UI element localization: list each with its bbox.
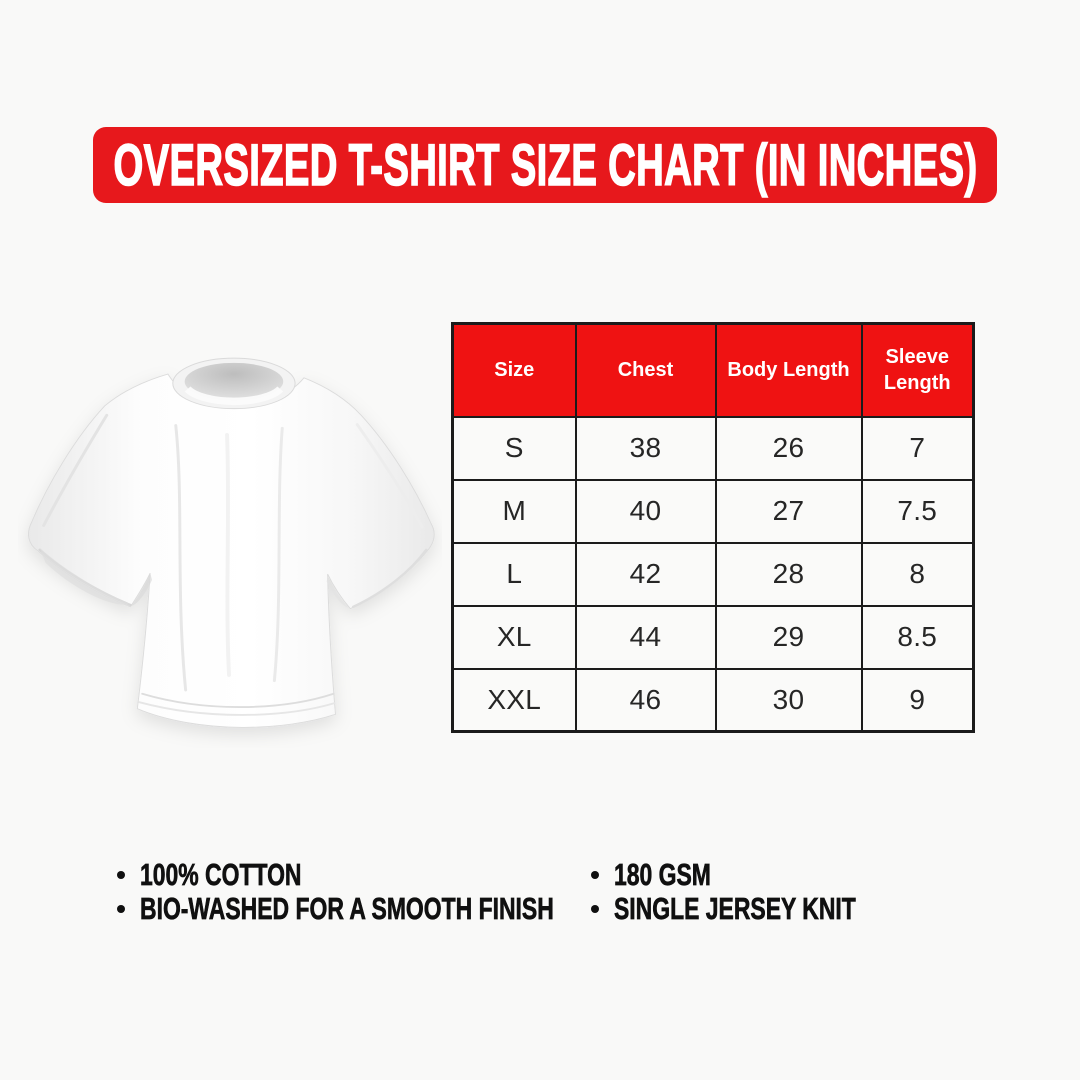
header-cell-body-length: Body Length [716, 324, 862, 417]
table-row [453, 480, 974, 543]
tshirt-illustration [18, 346, 442, 748]
table-row [453, 417, 974, 480]
size-chart-table [451, 322, 975, 733]
table-cell: 29 [716, 606, 862, 669]
header-cell-sleeve-length: Sleeve Length [862, 324, 974, 417]
feature-label: BIO-WASHED FOR A SMOOTH FINISH [140, 891, 554, 926]
table-cell: 7 [862, 417, 974, 480]
feature-label: SINGLE JERSEY KNIT [614, 891, 856, 926]
table-row [453, 669, 974, 732]
table-cell: XXL [453, 669, 576, 732]
table-cell: 7.5 [862, 480, 974, 543]
table-cell: 30 [716, 669, 862, 732]
table-cell: 27 [716, 480, 862, 543]
table-cell: 8 [862, 543, 974, 606]
table-header-row [453, 324, 974, 417]
feature-label: 100% COTTON [140, 857, 302, 892]
table-cell: M [453, 480, 576, 543]
table-cell: 26 [716, 417, 862, 480]
table-cell: 44 [576, 606, 716, 669]
table-cell: 42 [576, 543, 716, 606]
header-cell-chest: Chest [576, 324, 716, 417]
tshirt-image [18, 346, 442, 748]
bullet-icon [117, 871, 125, 879]
bullet-icon [591, 871, 599, 879]
header-cell-size: Size [453, 324, 576, 417]
tshirt-body [28, 374, 434, 727]
table-cell: 8.5 [862, 606, 974, 669]
table-row [453, 606, 974, 669]
bullet-icon [117, 905, 125, 913]
table-cell: 40 [576, 480, 716, 543]
title-banner [93, 127, 997, 203]
page-title: OVERSIZED T-SHIRT SIZE CHART (IN INCHES) [113, 132, 977, 198]
feature-label: 180 GSM [614, 857, 711, 892]
table-cell: 38 [576, 417, 716, 480]
table-row [453, 543, 974, 606]
table-cell: 46 [576, 669, 716, 732]
table-cell: 9 [862, 669, 974, 732]
table-cell: L [453, 543, 576, 606]
features-list-right [591, 858, 941, 926]
bullet-icon [591, 905, 599, 913]
table-cell: XL [453, 606, 576, 669]
list-item [591, 892, 941, 926]
list-item [591, 858, 941, 892]
table-cell: 28 [716, 543, 862, 606]
table-cell: S [453, 417, 576, 480]
